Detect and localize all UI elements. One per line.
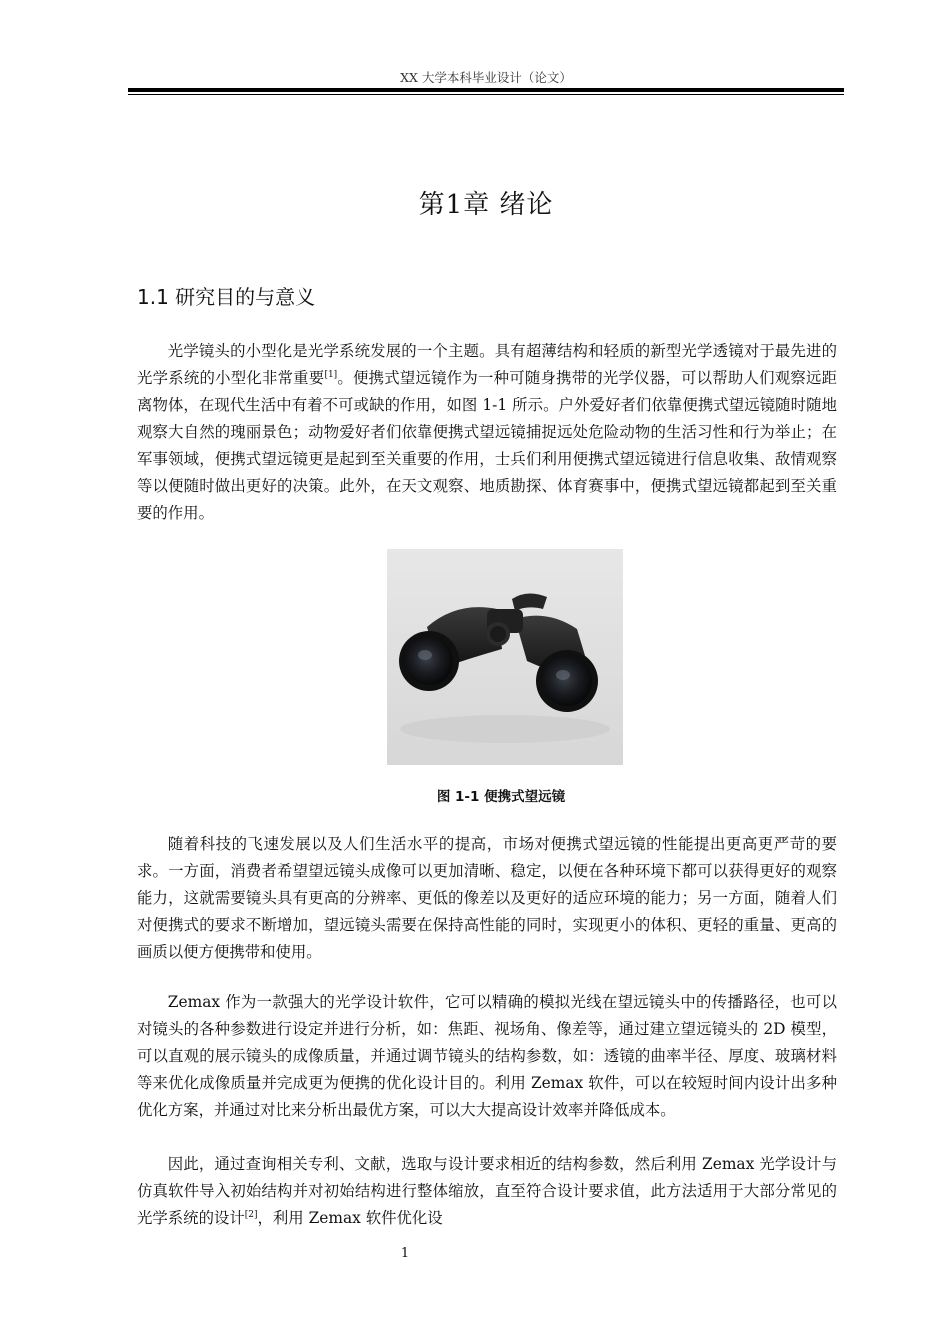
paragraph-3: Zemax 作为一款强大的光学设计软件，它可以精确的模拟光线在望远镜头中的传播路径，也可以对镜头的各种参数进行设定并进行分析，如：焦距、视场角、像差等，通过建立望远镜头的 2D 模型，可以直观的展示镜头的成像质量，并通过调节镜头的结构参数，如：透镜的曲率半径、厚度、玻璃材料等来优化成像质量并完成更为便携的优化设计目的。利用 Zemax 软件，可以在较短时间内设计出多种优化方案，并通过对比来分析出最优方案，可以大大提高设计效率并降低成本。 xyxy=(137,993,837,1119)
paragraph-4-part-a: 因此，通过查询相关专利、文献，选取与设计要求相近的结构参数，然后利用 Zemax 光学设计与仿真软件导入初始结构并对初始结构进行整体缩放，直至符合设计要求值，此方法适用于大部分常见的光学系统的设计 xyxy=(137,1155,837,1227)
header-rule-thick xyxy=(128,88,844,92)
paragraph-2: 随着科技的飞速发展以及人们生活水平的提高，市场对便携式望远镜的性能提出更高更严苛的要求。一方面，消费者希望望远镜头成像可以更加清晰、稳定，以便在各种环境下都可以获得更好的观察能力，这就需要镜头具有更高的分辨率、更低的像差以及更好的适应环境的能力；另一方面，随着人们对便携式的要求不断增加，望远镜头需要在保持高性能的同时，实现更小的体积、更轻的重量、更高的画质以便方便携带和使用。 xyxy=(137,835,837,961)
chapter-title xyxy=(128,184,844,221)
paragraph-1 xyxy=(137,338,837,527)
section-title: 1.1 研究目的与意义 xyxy=(137,285,316,309)
header-rule-thin xyxy=(128,94,844,95)
page-number: 1 xyxy=(400,1246,410,1261)
paragraph-1-part-a: 光学镜头的小型化是光学系统发展的一个主题。具有超薄结构和轻质的新型光学透镜对于最先进的光学系统的小型化非常重要 xyxy=(137,342,837,387)
paragraph-1-part-b: 。便携式望远镜作为一种可随身携带的光学仪器，可以帮助人们观察远距离物体，在现代生活中有着不可或缺的作用，如图 1-1 所示。户外爱好者们依靠便携式望远镜随时随地观察大自然的瑰丽景色；动物爱好者们依靠便携式望远镜捕捉远处危险动物的生活习性和行为举止；在军事领域，便携式望远镜更是起到至关重要的作用，士兵们利用便携式望远镜进行信息收集、敌情观察等以便随时做出更好的决策。此外，在天文观察、地质勘探、体育赛事中，便携式望远镜都起到至关重要的作用。 xyxy=(137,369,837,522)
paragraph-4 xyxy=(137,1151,837,1232)
figure-caption: 图 1-1 便携式望远镜 xyxy=(436,789,566,805)
citation-1: [1] xyxy=(324,369,338,380)
citation-2: [2] xyxy=(244,1209,258,1220)
running-header: XX 大学本科毕业设计（论文） xyxy=(400,70,572,85)
chapter-prefix: 第 xyxy=(418,190,446,220)
binoculars-photo xyxy=(387,549,623,765)
chapter-suffix: 章 绪论 xyxy=(463,190,554,220)
chapter-number: 1 xyxy=(445,190,464,220)
binoculars-icon xyxy=(387,549,623,765)
paragraph-4-part-b: ，利用 Zemax 软件优化设 xyxy=(257,1209,443,1227)
